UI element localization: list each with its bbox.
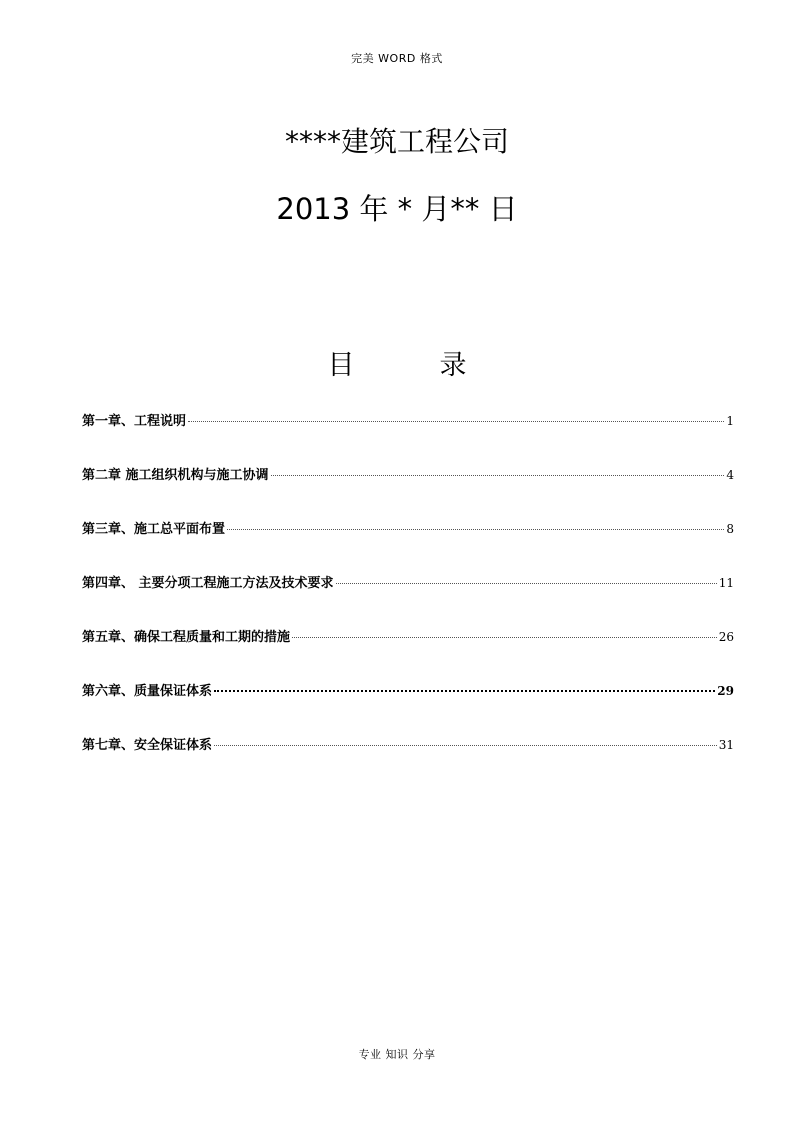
toc-entry-4[interactable] — [82, 572, 734, 626]
toc-entry-page: 31 — [718, 738, 734, 752]
toc-entry-page: 11 — [718, 576, 734, 590]
toc-entry-7[interactable] — [82, 734, 734, 788]
toc-entry-page: 1 — [726, 414, 734, 428]
toc-entry-page: 26 — [718, 630, 734, 644]
toc-leader — [227, 529, 724, 530]
table-of-contents — [82, 410, 734, 788]
toc-heading-left: 目 — [327, 350, 355, 381]
toc-entry-label: 第一章、工程说明 — [82, 414, 187, 429]
toc-entry-page: 29 — [717, 684, 734, 698]
toc-entry-1[interactable] — [82, 410, 734, 464]
document-date: 2013 年 * 月** 日 — [276, 192, 518, 226]
toc-leader — [214, 745, 717, 746]
toc-leader — [292, 637, 717, 638]
toc-entry-label: 第七章、安全保证体系 — [82, 738, 213, 753]
toc-entry-label: 第二章 施工组织机构与施工协调 — [82, 468, 269, 483]
page-header: 完美 WORD 格式 — [351, 52, 443, 65]
toc-entry-page: 8 — [726, 522, 734, 536]
toc-entry-2[interactable] — [82, 464, 734, 518]
toc-entry-page: 4 — [726, 468, 734, 482]
toc-heading-right: 录 — [439, 350, 467, 381]
toc-entry-label: 第六章、质量保证体系 — [82, 684, 213, 699]
toc-entry-3[interactable] — [82, 518, 734, 572]
toc-entry-6[interactable] — [82, 680, 734, 734]
toc-leader — [188, 421, 724, 422]
company-title: ****建筑工程公司 — [284, 125, 509, 158]
toc-heading — [0, 343, 794, 382]
toc-leader — [271, 475, 725, 476]
toc-leader — [214, 690, 715, 692]
toc-entry-5[interactable] — [82, 626, 734, 680]
toc-entry-label: 第四章、 主要分项工程施工方法及技术要求 — [82, 576, 334, 591]
toc-entry-label: 第三章、施工总平面布置 — [82, 522, 226, 537]
toc-entry-label: 第五章、确保工程质量和工期的措施 — [82, 630, 291, 645]
page-footer: 专业 知识 分享 — [358, 1048, 436, 1061]
toc-leader — [336, 583, 717, 584]
